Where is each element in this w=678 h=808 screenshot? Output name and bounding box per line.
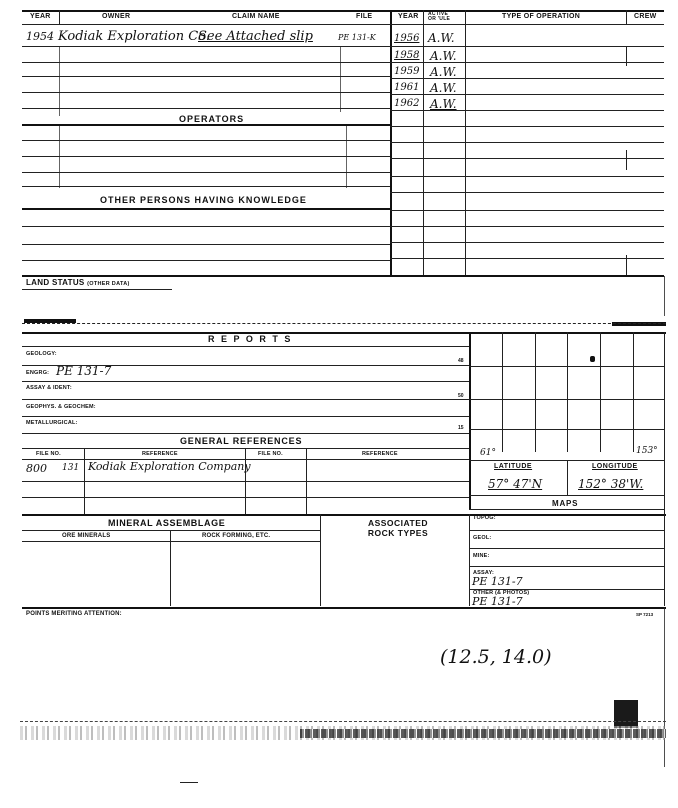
row-line: [390, 126, 664, 127]
divider: [170, 530, 171, 606]
divider: [465, 10, 466, 276]
divider: [346, 126, 347, 188]
grid-border: [664, 332, 665, 606]
reports-right-divider: [469, 332, 471, 510]
rock-forming-header: ROCK FORMING, ETC.: [202, 533, 271, 539]
header-year-2: YEAR: [398, 13, 419, 20]
grid-line: [469, 399, 664, 400]
location-dot: [590, 356, 595, 362]
divider: [567, 460, 568, 496]
activity-active: A.W.: [430, 81, 457, 95]
top-border: [22, 10, 664, 12]
engrg-label: ENGRG:: [26, 370, 50, 376]
row-line: [22, 76, 390, 77]
other-photos-value: PE 131-7: [472, 595, 523, 608]
row-line: [22, 497, 469, 498]
land-status-underline: [22, 289, 172, 290]
claim-file: PE 131-K: [338, 33, 376, 42]
activity-year: 1961: [394, 82, 420, 93]
header-file: FILE: [356, 13, 373, 20]
row-line: [22, 399, 469, 400]
divider: [626, 255, 627, 275]
row-line: [390, 258, 664, 259]
row-line: [22, 541, 320, 542]
row-line: [22, 530, 320, 531]
assay-value: PE 131-7: [472, 575, 523, 588]
row-line: [22, 346, 469, 347]
divider: [626, 150, 627, 170]
operators-top-rule: [22, 124, 390, 126]
header-crew: CREW: [634, 13, 657, 20]
points-meriting-attention: POINTS MERITING ATTENTION:: [26, 611, 122, 617]
activity-year: 1956: [394, 33, 420, 44]
other-persons-rule: [22, 208, 390, 210]
ref-file-no: 800: [26, 462, 47, 475]
land-status-top-rule: [22, 275, 664, 277]
lat-corner: 61°: [480, 448, 496, 458]
header-owner: OWNER: [102, 13, 131, 20]
divider: [664, 276, 665, 316]
claim-year: 1954: [26, 30, 54, 43]
header-active: ACTIVE OR 'ULE: [428, 11, 451, 22]
divider: [59, 46, 60, 116]
divider: [59, 10, 60, 24]
long-corner: 153°: [636, 446, 658, 456]
row-line: [22, 481, 469, 482]
scan-speck: [180, 782, 198, 783]
row-line: [390, 242, 664, 243]
ref-header-file-no-2: FILE NO.: [258, 451, 283, 457]
grid-line: [469, 366, 664, 367]
associated-rock-types-title: ASSOCIATED ROCK TYPES: [367, 518, 429, 538]
divider: [469, 514, 470, 606]
ref-reference: Kodiak Exploration Company: [88, 460, 251, 473]
row-line: [22, 381, 469, 382]
divider: [626, 46, 627, 66]
divider: [626, 10, 627, 24]
land-status-label: [26, 278, 130, 287]
grid-line: [535, 332, 536, 452]
ref-header-reference-2: REFERENCE: [362, 451, 398, 457]
row-line: [22, 156, 390, 157]
divider: [320, 514, 321, 606]
points-top-rule: [22, 607, 666, 609]
geol-label: GEOL:: [473, 535, 492, 541]
divider: [340, 46, 341, 112]
activity-active: A.W.: [430, 49, 457, 63]
row-line: [22, 92, 390, 93]
row-line: [469, 495, 664, 496]
grid-line: [567, 332, 568, 452]
row-line: [22, 260, 390, 261]
main-divider: [390, 10, 392, 276]
row-line: [22, 172, 390, 173]
ref-number: 131: [62, 463, 80, 473]
ore-minerals-header: ORE MINERALS: [62, 533, 111, 539]
separator: [22, 323, 666, 324]
land-status-title: LAND STATUS: [26, 278, 85, 287]
assay-ident-label: ASSAY & IDENT:: [26, 385, 72, 391]
header-underline: [22, 24, 664, 25]
mineral-assemblage-title: MINERAL ASSEMBLAGE: [108, 518, 226, 528]
activity-year: 1962: [394, 98, 420, 109]
row-line: [22, 416, 469, 417]
activity-year: 1959: [394, 66, 420, 77]
ref-header-reference: REFERENCE: [142, 451, 178, 457]
divider: [423, 10, 424, 276]
metallurgical-label: METALLURGICAL:: [26, 420, 78, 426]
header-type-of-operation: TYPE OF OPERATION: [502, 13, 581, 20]
page-marker: 48: [458, 358, 464, 364]
reports-title: R E P O R T S: [208, 334, 293, 344]
activity-active: A.W.: [428, 31, 455, 45]
land-status-sub: (OTHER DATA): [87, 281, 130, 287]
grid-line: [469, 429, 664, 430]
row-line: [390, 46, 664, 47]
grid-line: [633, 332, 634, 452]
form-number: SP 7213: [636, 612, 654, 617]
handwritten-note: (12.5, 14.0): [440, 646, 552, 668]
activity-year: 1958: [394, 50, 420, 61]
row-line: [22, 62, 390, 63]
mine-label: MINE:: [473, 553, 490, 559]
row-line: [469, 548, 664, 549]
row-line: [390, 192, 664, 193]
topog-label: TOPOG:: [473, 515, 496, 521]
reports-top-rule: [22, 332, 666, 334]
longitude-value: 152° 38'W.: [578, 477, 644, 491]
geophys-label: GEOPHYS. & GEOCHEM:: [26, 404, 96, 410]
mineral-top-rule: [22, 514, 666, 516]
grid-line: [600, 332, 601, 452]
row-line: [469, 530, 664, 531]
divider: [59, 126, 60, 188]
operators-title: OPERATORS: [176, 114, 247, 124]
activity-active: A.W.: [430, 97, 457, 111]
other-photos-label: OTHER (& PHOTOS): [473, 590, 530, 596]
page-marker: 50: [458, 393, 464, 399]
general-references-title: GENERAL REFERENCES: [180, 436, 303, 446]
scan-noise-band-dark: [300, 729, 666, 738]
row-line: [22, 433, 469, 434]
row-line: [22, 186, 390, 187]
row-line: [469, 566, 664, 567]
row-line: [22, 140, 390, 141]
row-line: [22, 108, 390, 109]
ref-header-file-no: FILE NO.: [36, 451, 61, 457]
border: [664, 607, 665, 767]
row-line: [390, 176, 664, 177]
row-line: [390, 142, 664, 143]
row-line: [22, 226, 390, 227]
row-line: [22, 244, 390, 245]
row-line: [390, 226, 664, 227]
row-line: [22, 46, 390, 47]
grid-line: [502, 332, 503, 452]
claim-owner: Kodiak Exploration Co.: [58, 29, 210, 44]
claim-name: See Attached slip: [198, 29, 313, 44]
longitude-label: LONGITUDE: [592, 463, 638, 470]
row-line: [469, 509, 664, 510]
latitude-value: 57° 47'N: [488, 477, 543, 491]
latitude-label: LATITUDE: [494, 463, 533, 470]
maps-title: MAPS: [552, 499, 579, 508]
row-line: [390, 210, 664, 211]
activity-active: A.W.: [430, 65, 457, 79]
scan-block: [614, 700, 638, 728]
engrg-value: PE 131-7: [56, 364, 112, 378]
scan-line: [20, 721, 666, 722]
row-line: [390, 158, 664, 159]
other-persons-title: OTHER PERSONS HAVING KNOWLEDGE: [100, 195, 307, 205]
geology-label: GEOLOGY:: [26, 351, 57, 357]
header-year: YEAR: [30, 13, 51, 20]
assay-label: ASSAY:: [473, 570, 495, 576]
header-claim-name: CLAIM NAME: [232, 13, 280, 20]
page-marker: 15: [458, 425, 464, 431]
